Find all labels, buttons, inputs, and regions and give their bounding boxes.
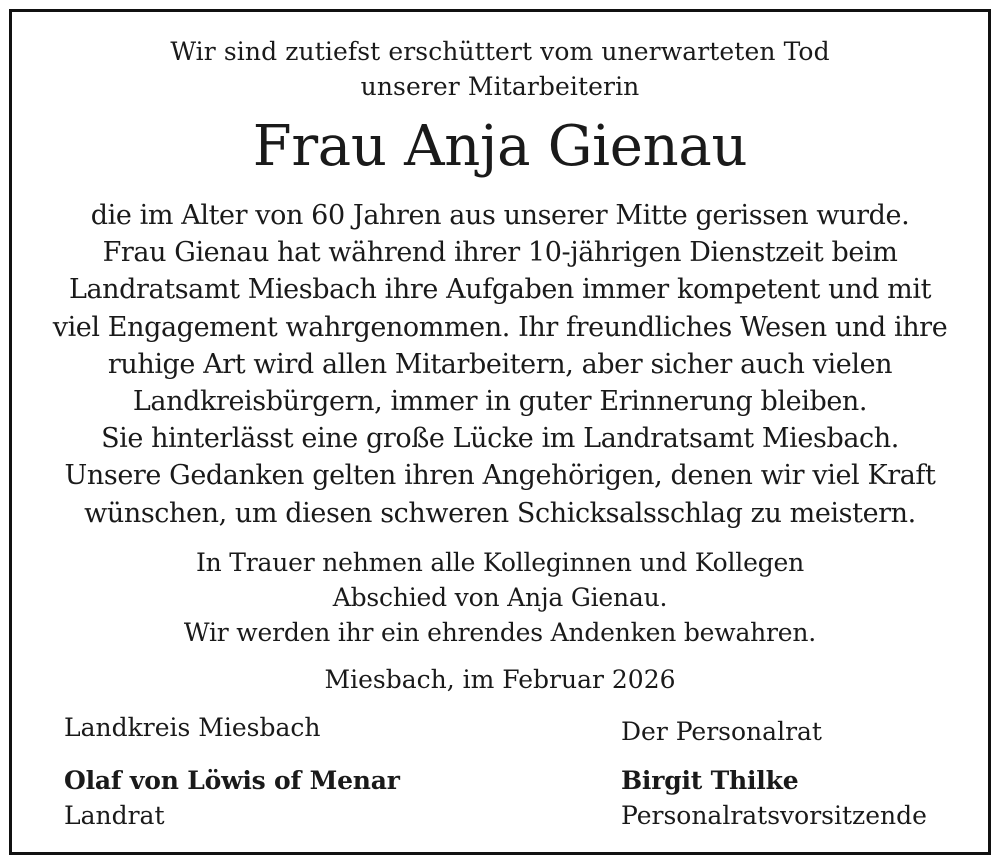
- tribute-line: Frau Gienau hat während ihrer 10-jährigen Dienstzeit beim: [102, 237, 898, 269]
- tribute-line: die im Alter von 60 Jahren aus unserer Mitte gerissen wurde.: [90, 200, 910, 231]
- right-organization: Der Personalrat: [621, 717, 822, 746]
- intro-line: unserer Mitarbeiterin: [360, 72, 640, 101]
- mourning-line: Wir werden ihr ein ehrendes Andenken bewahren.: [183, 618, 817, 647]
- tribute-line: Sie hinterlässt eine große Lücke im Landratsamt Miesbach.: [101, 423, 899, 455]
- left-signatory-name: Olaf von Löwis of Menar: [64, 766, 400, 795]
- tribute-line: wünschen, um diesen schweren Schicksalsschlag zu meistern.: [84, 497, 916, 529]
- tribute-line: Unsere Gedanken gelten ihren Angehörigen, denen wir viel Kraft: [64, 460, 936, 492]
- tribute-line: Landkreisbürgern, immer in guter Erinnerung bleiben.: [132, 386, 868, 418]
- tribute-line: Landratsamt Miesbach ihre Aufgaben immer kompetent und mit: [68, 274, 932, 306]
- deceased-name: Frau Anja Gienau: [252, 114, 748, 179]
- right-signatory-role: Personalratsvorsitzende: [621, 801, 927, 830]
- mourning-text: [0, 545, 1000, 650]
- tribute-line: ruhige Art wird allen Mitarbeitern, aber sicher auch vielen: [107, 348, 893, 380]
- place-date: Miesbach, im Februar 2026: [324, 665, 676, 694]
- left-organization: Landkreis Miesbach: [64, 713, 321, 742]
- right-signatory-name: Birgit Thilke: [621, 766, 799, 795]
- intro-line: Wir sind zutiefst erschüttert vom unerwarteten Tod: [170, 37, 830, 66]
- intro-text: [0, 34, 1000, 104]
- mourning-line: Abschied von Anja Gienau.: [332, 583, 668, 612]
- mourning-line: In Trauer nehmen alle Kolleginnen und Kollegen: [195, 548, 804, 577]
- tribute-line: viel Engagement wahrgenommen. Ihr freundliches Wesen und ihre: [52, 311, 948, 343]
- left-signatory-role: Landrat: [64, 801, 165, 830]
- tribute-text: [0, 197, 1000, 532]
